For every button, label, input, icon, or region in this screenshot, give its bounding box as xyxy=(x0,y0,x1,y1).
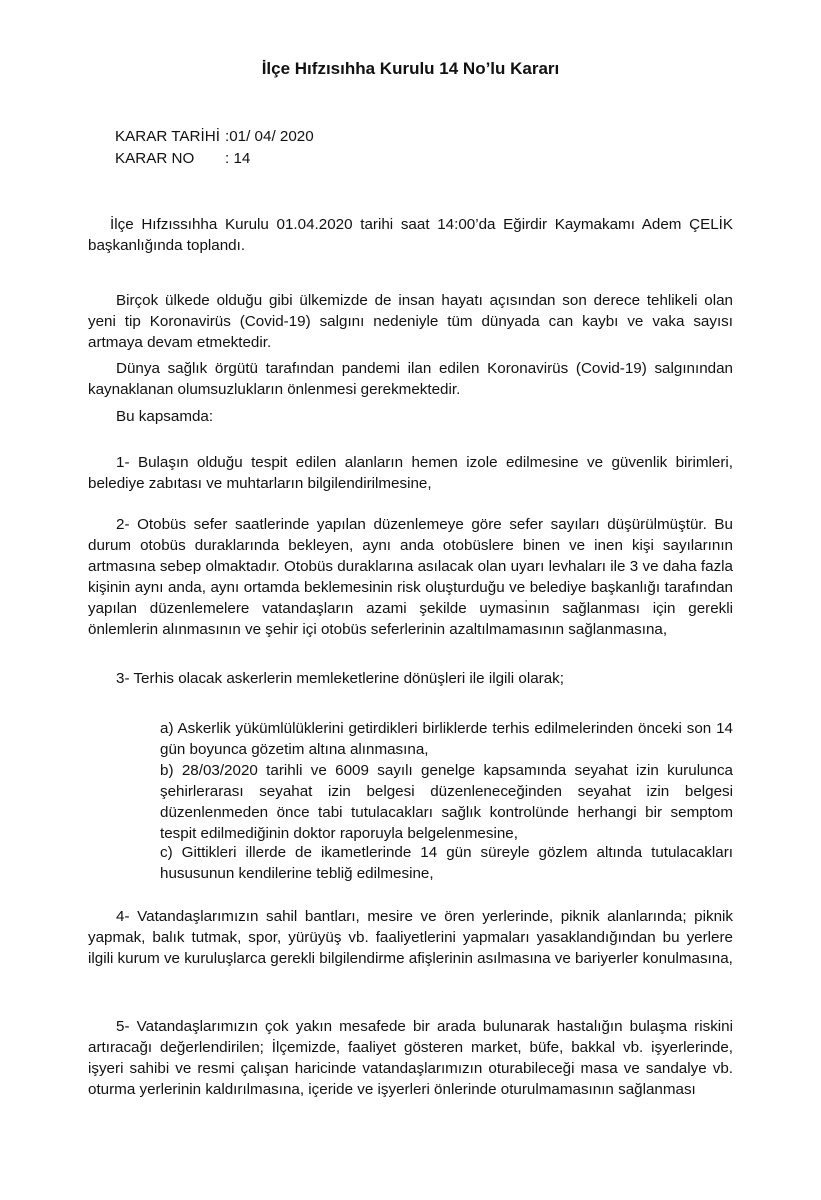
decision-number-value: : 14 xyxy=(225,150,251,167)
item-5-text: Vatandaşlarımızın çok yakın mesafede bir arada bulunarak hastalığın bulaşma riskini artıracağı değerlendirilen; İlçemizde, faaliyet gösteren market, büfe, bakkal vb. işyerlerinde, işyeri sahibi ve resmi çalışan haricinde vatandaşlarımızın oturabileceği masa ve sandalye vb. oturma yerlerinin kaldırılmasına, içeride ve işyerleri önlerinde oturulmamasının sağlanması xyxy=(88,1018,733,1098)
item-5-paragraph xyxy=(88,1016,733,1100)
paragraph-1 xyxy=(88,290,733,353)
item-2-number: 2- xyxy=(116,516,130,533)
decision-number-label: KARAR NO xyxy=(115,150,195,167)
sub-item-a-text: a) Askerlik yükümlülüklerini getirdikleri birliklerde terhis edilmelerinden önceki son 14 gün boyunca gözetim altına alınmasına, xyxy=(160,720,733,758)
item-1-text: Bulaşın olduğu tespit edilen alanların hemen izole edilmesine ve güvenlik birimleri, belediye zabıtası ve muhtarların bilgilendirilmesine, xyxy=(88,454,733,492)
document-title: İlçe Hıfzısıhha Kurulu 14 No’lu Kararı xyxy=(261,59,560,78)
item-3-paragraph xyxy=(88,668,733,689)
item-3 xyxy=(88,668,733,689)
decision-date-value: :01/ 04/ 2020 xyxy=(225,128,314,145)
item-2-text: Otobüs sefer saatlerinde yapılan düzenlemeye göre sefer sayıları düşürülmüştür. Bu durum otobüs duraklarında bekleyen, aynı anda otobüslere binen ve inen kişi sayılarının artmasına sebep olmaktadır. Otobüs duraklarına asılacak olan uyarı levhaları ile 3 ve daha fazla kişinin aynı anda, aynı ortamda beklemesinin risk oluşturduğu ve belediye başkanlığı tarafından yapılan düzenlemelere vatandaşların azami şekilde uyması̇nın sağlanması için gerekli önlemlerin alınmasının ve şehir içi otobüs seferlerinin azaltılmamasının sağlanmasına, xyxy=(88,516,733,638)
item-4-text: Vatandaşlarımızın sahil bantları, mesire ve ören yerlerinde, piknik alanlarında; piknik yapmak, balık tutmak, spor, yürüyüş vb. faaliyetlerini yapmaları yasaklandığından bu yerlere ilgili kurum ve kuruluşlarca gerekli bilgilendirme afişlerinin asılmasına ve bariyerler konulmasına, xyxy=(88,908,733,967)
item-5 xyxy=(88,1016,733,1100)
item-1-number: 1- xyxy=(116,454,130,471)
paragraph-1-text: Birçok ülkede olduğu gibi ülkemizde de insan hayatı açısından son derece tehlikeli olan yeni tip Koronavirüs (Covid-19) salgını nedeniyle tüm dünyada can kaybı ve vaka sayısı artmaya devam etmektedir. xyxy=(88,292,733,351)
item-4-number: 4- xyxy=(116,908,130,925)
sub-item-b-text: b) 28/03/2020 tarihli ve 6009 sayılı genelge kapsamında seyahat izin kurulunca şehirlerarası seyahat izin belgesi düzenleneceğinden seyahat izin belgesi düzenlenmeden önce tabi tutulacakları sağlık kontrolünde herhangi bir semptom tespit edilmediğinin doktor raporuyla belgelenmesine, xyxy=(160,762,733,842)
item-4-paragraph xyxy=(88,906,733,969)
item-1 xyxy=(88,452,733,494)
item-3-number: 3- xyxy=(116,670,130,687)
decision-meta xyxy=(115,126,314,170)
item-1-paragraph xyxy=(88,452,733,494)
intro-text: İlçe Hıfzıssıhha Kurulu 01.04.2020 tarihi saat 14:00’da Eğirdir Kaymakamı Adem ÇELİK başkanlığında toplandı. xyxy=(88,216,733,254)
paragraph-3 xyxy=(88,406,733,427)
paragraph-3-text: Bu kapsamda: xyxy=(116,408,214,425)
item-3-text: Terhis olacak askerlerin memleketlerine dönüşleri ile ilgili olarak; xyxy=(133,670,564,687)
item-5-number: 5- xyxy=(116,1018,130,1035)
item-2-paragraph xyxy=(88,514,733,640)
sub-item-b xyxy=(160,760,733,844)
item-2 xyxy=(88,514,733,640)
intro-paragraph xyxy=(88,214,733,256)
sub-item-a xyxy=(160,718,733,760)
paragraph-2-text: Dünya sağlık örgütü tarafından pandemi ilan edilen Koronavirüs (Covid-19) salgınından kaynaklanan olumsuzlukların önlenmesi gerekmektedir. xyxy=(88,360,733,398)
decision-date-row xyxy=(115,126,314,148)
sub-item-c xyxy=(160,842,733,884)
paragraph-2 xyxy=(88,358,733,400)
decision-number-row xyxy=(115,148,314,170)
sub-item-c-text: c) Gittikleri illerde de ikametlerinde 14 gün süreyle gözlem altında tutulacakları hususunun kendilerine tebliğ edilmesine, xyxy=(160,844,733,882)
decision-date-label: KARAR TARİHİ xyxy=(115,128,220,145)
item-4 xyxy=(88,906,733,969)
